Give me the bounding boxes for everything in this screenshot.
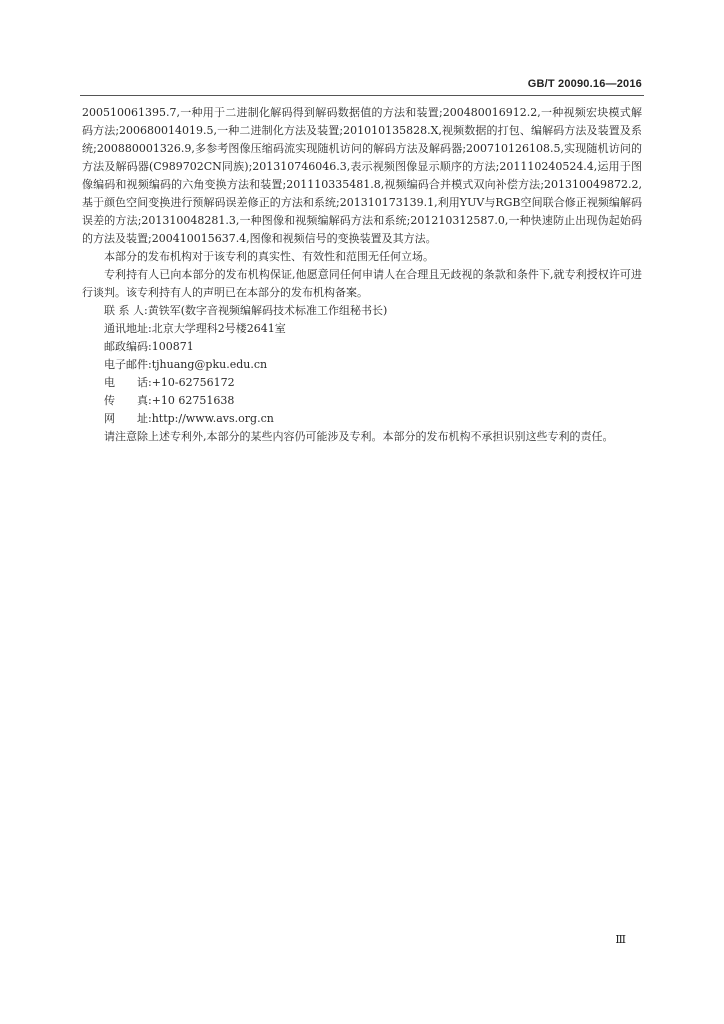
patent-list-paragraph: 200510061395.7,一种用于二进制化解码得到解码数据值的方法和装置;200480016912.2,一种视频宏块模式解码方法;200680014019.5,一种二进制化方法及装置;201010135828.X,视频数据的打包、编解码方法及装置及系统;200880001326.9,多参考图像压缩码流实现随机访问的解码方法及解码器;200710126108.5,实现随机访问的方法及解码器(C989702CN同族);201310746046.3,表示视频图像显示顺序的方法;201110240524.4,运用于图像编码和视频编码的六角变换方法和装置;201110335481.8,视频编码合并模式双向补偿方法;201310049872.2,基于颜色空间变换进行预解码误差修正的方法和系统;201310173139.1,利用YUV与RGB空间联合修正视频编解码误差的方法;201310048281.3,一种图像和视频编解码方法和系统;201210312587.0,一种快速防止出现伪起始码的方法及装置;200410015637.4,图像和视频信号的变换装置及其方法。 [82,106,642,245]
contact-web-line [82,410,642,428]
contact-postcode-value: 100871 [151,340,194,353]
contact-phone-label: 电 话: [104,376,152,389]
notice-paragraph: 请注意除上述专利外,本部分的某些内容仍可能涉及专利。本部分的发布机构不承担识别这些专利的责任。 [104,430,614,443]
contact-postcode-line [82,338,642,356]
contact-fax-line [82,392,642,410]
contact-fax-label: 传 真: [104,394,152,407]
contact-block [82,302,642,428]
contact-person-label: 联 系 人: [104,304,148,317]
contact-person-value: 黄铁军(数字音视频编解码技术标准工作组秘书长) [147,304,388,317]
contact-person-line [82,302,642,320]
contact-web-label: 网 址: [104,412,152,425]
assurance-paragraph: 专利持有人已向本部分的发布机构保证,他愿意同任何申请人在合理且无歧视的条款和条件下,就专利授权许可进行谈判。该专利持有人的声明已在本部分的发布机构备案。 [82,268,642,299]
contact-web-value: http://www.avs.org.cn [151,412,274,425]
contact-postcode-label: 邮政编码: [104,340,152,353]
contact-email-line [82,356,642,374]
contact-fax-value: +10 62751638 [151,394,235,407]
contact-email-value: tjhuang@pku.edu.cn [151,358,268,371]
contact-address-line [82,320,642,338]
contact-phone-line [82,374,642,392]
contact-address-value: 北京大学理科2号楼2641室 [151,322,286,335]
page-content [82,104,642,446]
page-number: Ⅲ [615,933,626,946]
standard-code: GB/T 20090.16—2016 [527,78,642,90]
contact-address-label: 通讯地址: [104,322,152,335]
disclaimer-paragraph: 本部分的发布机构对于该专利的真实性、有效性和范围无任何立场。 [104,250,434,263]
header-rule [80,95,644,96]
contact-email-label: 电子邮件: [104,358,152,371]
contact-phone-value: +10-62756172 [151,376,235,389]
